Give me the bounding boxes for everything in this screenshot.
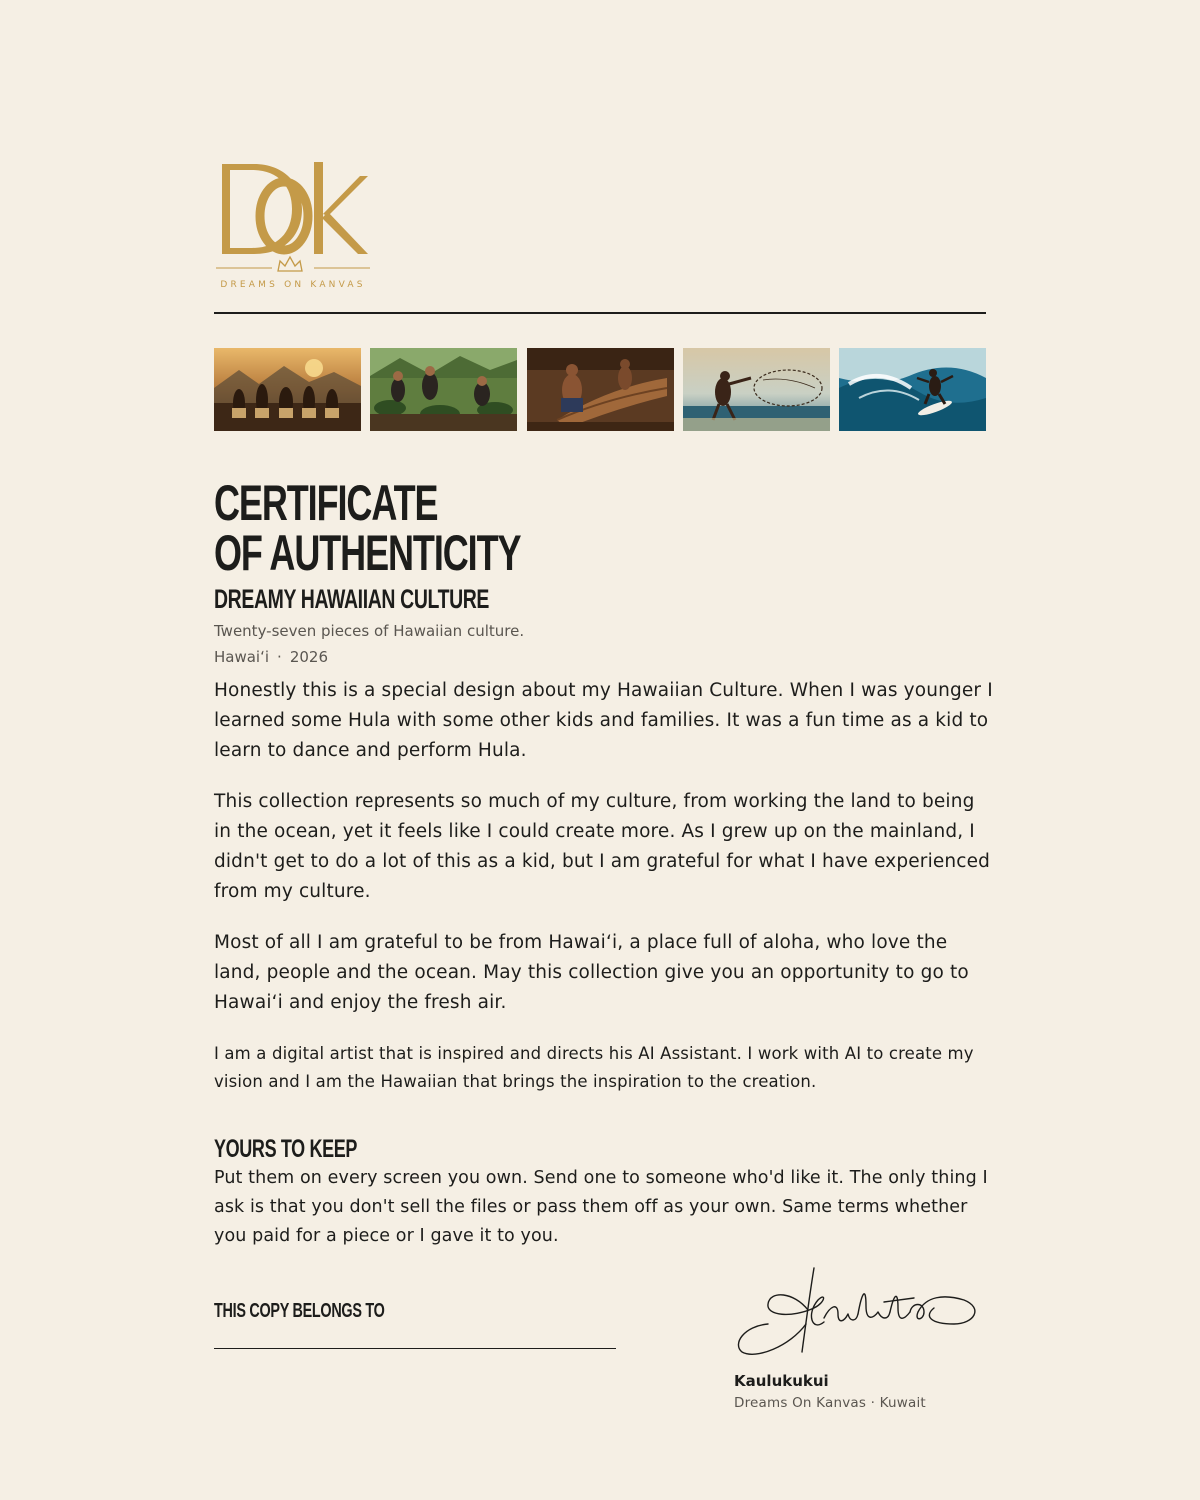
farming-taro-image	[370, 348, 517, 431]
artwork-gallery	[214, 348, 986, 431]
brand-logo	[210, 156, 376, 296]
place: Hawaiʻi	[214, 648, 270, 666]
paragraph-1	[214, 676, 994, 766]
collection-name: DREAMY HAWAIIAN CULTURE	[214, 584, 490, 614]
handwritten-signature	[734, 1262, 984, 1362]
paragraph-text: This collection represents so much of my culture, from working the land to being in the ocean, yet it feels like I could create more. As I grew up on the mainland, I didn't get to do a lot of this as a kid, but I am grateful for what I have experienced from my culture.	[214, 791, 991, 902]
dok-monogram-icon	[210, 156, 376, 274]
brand-name: DREAMS ON KANVAS	[220, 280, 366, 290]
place-year-line	[214, 648, 328, 666]
owner-name-line[interactable]	[214, 1348, 616, 1349]
collection-tagline: Twenty-seven pieces of Hawaiian culture.	[214, 622, 525, 640]
net-fishing-image	[683, 348, 830, 431]
signer-name: Kaulukukui	[734, 1372, 829, 1390]
paragraph-text: Honestly this is a special design about my Hawaiian Culture. When I was younger I learned some Hula with some other kids and families. It was a fun time as a kid to learn to dance and perform Hula.	[214, 680, 993, 761]
header-divider	[214, 312, 986, 314]
paragraph-text: Most of all I am grateful to be from Hawaiʻi, a place full of aloha, who love the land, people and the ocean. May this collection give you an opportunity to go to Hawaiʻi and enjoy the fresh air.	[214, 932, 969, 1013]
certificate-title	[214, 475, 521, 581]
paragraph-4	[214, 1040, 994, 1096]
title-line-2: OF AUTHENTICITY	[214, 525, 521, 581]
yours-to-keep-text: Put them on every screen you own. Send one to someone who'd like it. The only thing I ask is that you don't sell the files or pass them off as your own. Same terms whether you paid for a piece or I gave it to you.	[214, 1168, 988, 1246]
separator: ·	[277, 648, 282, 666]
yours-to-keep-heading: YOURS TO KEEP	[214, 1135, 358, 1163]
surfer-wave-image	[839, 348, 986, 431]
hula-dancers-sunset-image	[214, 348, 361, 431]
paragraph-text: I am a digital artist that is inspired and directs his AI Assistant. I work with AI to create my vision and I am the Hawaiian that brings the inspiration to the creation.	[214, 1044, 974, 1091]
title-line-1: CERTIFICATE	[214, 475, 438, 531]
paragraph-2	[214, 787, 994, 907]
year: 2026	[289, 648, 329, 666]
canoe-carving-image	[527, 348, 674, 431]
owner-label: THIS COPY BELONGS TO	[214, 1300, 385, 1322]
signer-subtitle: Dreams On Kanvas · Kuwait	[734, 1395, 926, 1411]
paragraph-3	[214, 928, 994, 1018]
